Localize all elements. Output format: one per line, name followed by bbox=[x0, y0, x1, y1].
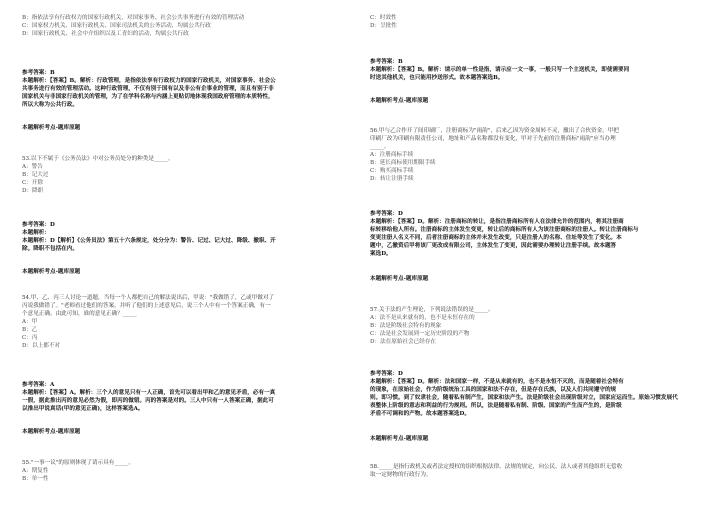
question-stem: 54.甲、乙、丙三人讨论一道题，当每一个人都把自己的解法说出后，甲说："我做错了，乙或甲做对了 bbox=[22, 295, 275, 301]
option-b: B：单一性 bbox=[22, 476, 49, 482]
question-stem: 56.甲与乙合作开了间印刷厂，注册商标为"雨韵"，后来乙因为资金周转不灵，撤出了合伙资金。甲把 bbox=[370, 128, 619, 134]
explanation-line: 所以大称为公共行政。 bbox=[22, 102, 78, 108]
explanation-line: 案选D。 bbox=[370, 251, 392, 257]
option-c: C：开除 bbox=[22, 180, 44, 186]
option-c: C：法是社会发展到一定历史阶段的产物 bbox=[370, 331, 470, 337]
explanation-line: 以推出甲说真话(甲的意见正确)，这样答案选A。 bbox=[22, 406, 144, 412]
option-a: A：注册商标手续 bbox=[370, 152, 414, 158]
explanation-line: 变更注册人名义不同，后者注册商标的主体并未发生改变，只是注册人的名称、住址等发生了变化。本 bbox=[370, 235, 622, 241]
source-note bbox=[370, 97, 700, 105]
question-54-answer bbox=[22, 381, 352, 413]
option-d: D：呈批性 bbox=[370, 23, 397, 29]
question-57-answer bbox=[370, 370, 700, 418]
prev-question-options bbox=[370, 14, 700, 30]
question-stem: 个意见正确。由此可知，谁的意见正确？_____ bbox=[22, 311, 137, 317]
explanation-line: 题中，乙撤资后甲将该厂更改成有限公司，主体发生了变更，因此需要办理转让注册手续。故本题答 bbox=[370, 243, 617, 249]
option-d: D：以上都不对 bbox=[22, 343, 61, 349]
source-label: 本题解析考点-题库原题 bbox=[370, 98, 429, 104]
explanation-line: 表整体上阶级的意志和利益的行为规则。所以，法是随着私有制、阶级、国家的产生而产生的，是阶级 bbox=[370, 403, 622, 409]
prev-question-answer bbox=[22, 69, 352, 109]
explanation-line: 共事务进行有效的管理活动。这种行政管理，不仅有别于国有以及非公有企事业的管理，而且有别于非 bbox=[22, 86, 274, 92]
explanation-line: 矛盾不可调和的产物。故本题答案选D。 bbox=[370, 411, 470, 417]
reference-answer: 参考答案：D bbox=[370, 211, 403, 217]
explanation-line: 一假，据此推出丙的意见必然为假，即丙的做错。丙的答案是对的。三人中只有一人答案正确，据此可 bbox=[22, 398, 274, 404]
question-55 bbox=[22, 459, 352, 483]
reference-answer: 参考答案：D bbox=[22, 222, 55, 228]
question-stem: 丙说我做错了。"老师看过他们的答案，并听了他们的上述意见后，说三个人中有一个答案正确，有一 bbox=[22, 303, 271, 309]
question-stem: 55."一事一议"的原则体现了请示具有_____。 bbox=[22, 460, 134, 466]
explanation-line: 本题解析：D【解析】《公务员法》第五十六条规定，处分分为：警告、记过、记大过、降级、撤职、开 bbox=[22, 238, 276, 244]
source-label: 本题解析考点-题库原题 bbox=[22, 429, 81, 435]
explanation-line: 本题解析：【答案】B。解析：行政管理，是指依法享有行政权力的国家行政机关，对国家事务、社会公 bbox=[22, 78, 276, 84]
explanation-line: 国家机关与非国家行政机关的管理，为了在学科名称与内涵上更贴切地体现我国政府管理的本质特性， bbox=[22, 94, 274, 100]
explanation-line: 标转移给他人所有。注册商标的主体发生变更，转让后的商标所有人为该注册商标的注册人。转让注册商标与 bbox=[370, 227, 639, 233]
question-54 bbox=[22, 294, 352, 350]
reference-answer: 参考答案：B bbox=[22, 70, 55, 76]
question-stem: 58._____是指行政机关或者法定授权的组织根据法律、法规的规定，向公民、法人或者其他组织无偿收 bbox=[370, 464, 623, 470]
explanation-line: 本题解析：【答案】D。解析：注册商标的转让，是指注册商标所有人在法律允许的范围内，将其注册商 bbox=[370, 219, 624, 225]
option-b: B：指依法享有行政权力的国家行政机关，对国家事务、社会公共事务进行有效的管理活动 bbox=[22, 15, 245, 21]
question-stem: _____。 bbox=[370, 144, 390, 150]
source-note bbox=[22, 124, 352, 132]
question-57 bbox=[370, 306, 700, 346]
question-stem: 取一定财物的行政行为。 bbox=[370, 472, 432, 478]
explanation-line: 本题解析：【答案】B。解析：请示的单一性是指，请示应一文一事，一般只写一个主送机关，即使需要同 bbox=[370, 67, 630, 73]
question-53-answer bbox=[22, 221, 352, 253]
option-b: B：延长商标使用期限手续 bbox=[370, 160, 436, 166]
source-label: 本题解析考点-题库原题 bbox=[22, 125, 81, 131]
option-c: C：国家权力机关、国家行政机关、国家司法机关的公务活动，均属公共行政 bbox=[22, 23, 211, 29]
explanation-line: 本题解析：【答案】A。解析：三个人的意见只有一人正确，首先可以看出甲和乙的意见矛盾，必有一真 bbox=[22, 390, 276, 396]
explanation-line: 本题解析：【答案】D。解析：法和国家一样，不是从来就有的，也不是永恒不灭的，而是随着社会特有 bbox=[370, 379, 624, 385]
question-56 bbox=[370, 127, 700, 183]
option-c: C：丙 bbox=[22, 335, 38, 341]
question-58 bbox=[370, 463, 700, 479]
option-a: A：警告 bbox=[22, 164, 43, 170]
reference-answer: 参考答案：D bbox=[370, 371, 403, 377]
option-b: B：法是阶级社会特有的现象 bbox=[370, 323, 442, 329]
question-stem: 53.以下不属于《公务员法》中对公务员处分的种类是_____。 bbox=[22, 156, 174, 162]
prev-question-answer bbox=[370, 58, 700, 82]
source-note bbox=[22, 428, 352, 436]
option-d: D：转让注册手续 bbox=[370, 176, 414, 182]
source-label: 本题解析考点-题库原题 bbox=[370, 436, 429, 442]
option-a: A：期复性 bbox=[22, 468, 49, 474]
source-note bbox=[22, 268, 352, 276]
question-53 bbox=[22, 155, 352, 195]
option-d: D：法在原始社会已经存在 bbox=[370, 339, 437, 345]
option-a: A：法不是从来就有的，也不是永恒存在的 bbox=[370, 315, 475, 321]
explanation-line: 除。降职不包括在内。 bbox=[22, 246, 78, 252]
explanation-line: 的现象，在原始社会，作为阶级统治工具的国家和法不存在，但是存在氏族，以及人们共同遵守的规 bbox=[370, 387, 617, 393]
question-56-answer bbox=[370, 210, 700, 258]
option-c: C：时效性 bbox=[370, 15, 397, 21]
source-note bbox=[370, 275, 700, 283]
option-d: D：降职 bbox=[22, 188, 44, 194]
explanation-line: 则。即习惯。到了奴隶社会，随着私有制产生，国家和法产生。法是阶级社会出现阶级对立，国家应运而生。原始习惯发展代 bbox=[370, 395, 678, 401]
option-d: D：国家行政机关、社会中介组织以及工青妇的活动，均属公共行政 bbox=[22, 31, 189, 37]
question-stem: 印刷厂改为印刷有限责任公司，地址和产品名称都没有变化，甲对于先前的注册商标"雨韵"应当办理 bbox=[370, 136, 616, 142]
source-label: 本题解析考点-题库原题 bbox=[370, 276, 429, 282]
option-a: A：甲 bbox=[22, 319, 38, 325]
option-c: C：购买商标手续 bbox=[370, 168, 414, 174]
source-note bbox=[370, 435, 700, 443]
source-label: 本题解析考点-题库原题 bbox=[22, 269, 81, 275]
reference-answer: 参考答案：B bbox=[370, 59, 403, 65]
explanation-head: 本题解析： bbox=[22, 230, 50, 236]
prev-question-options bbox=[22, 14, 352, 38]
reference-answer: 参考答案：A bbox=[22, 382, 55, 388]
option-b: B：记大过 bbox=[22, 172, 49, 178]
option-b: B：乙 bbox=[22, 327, 38, 333]
question-stem: 57.关于法的产生理论，下列说法错误的是_____。 bbox=[370, 307, 494, 313]
explanation-line: 时送其他机关，也只能用抄送形式。故本题答案选B。 bbox=[370, 75, 504, 81]
